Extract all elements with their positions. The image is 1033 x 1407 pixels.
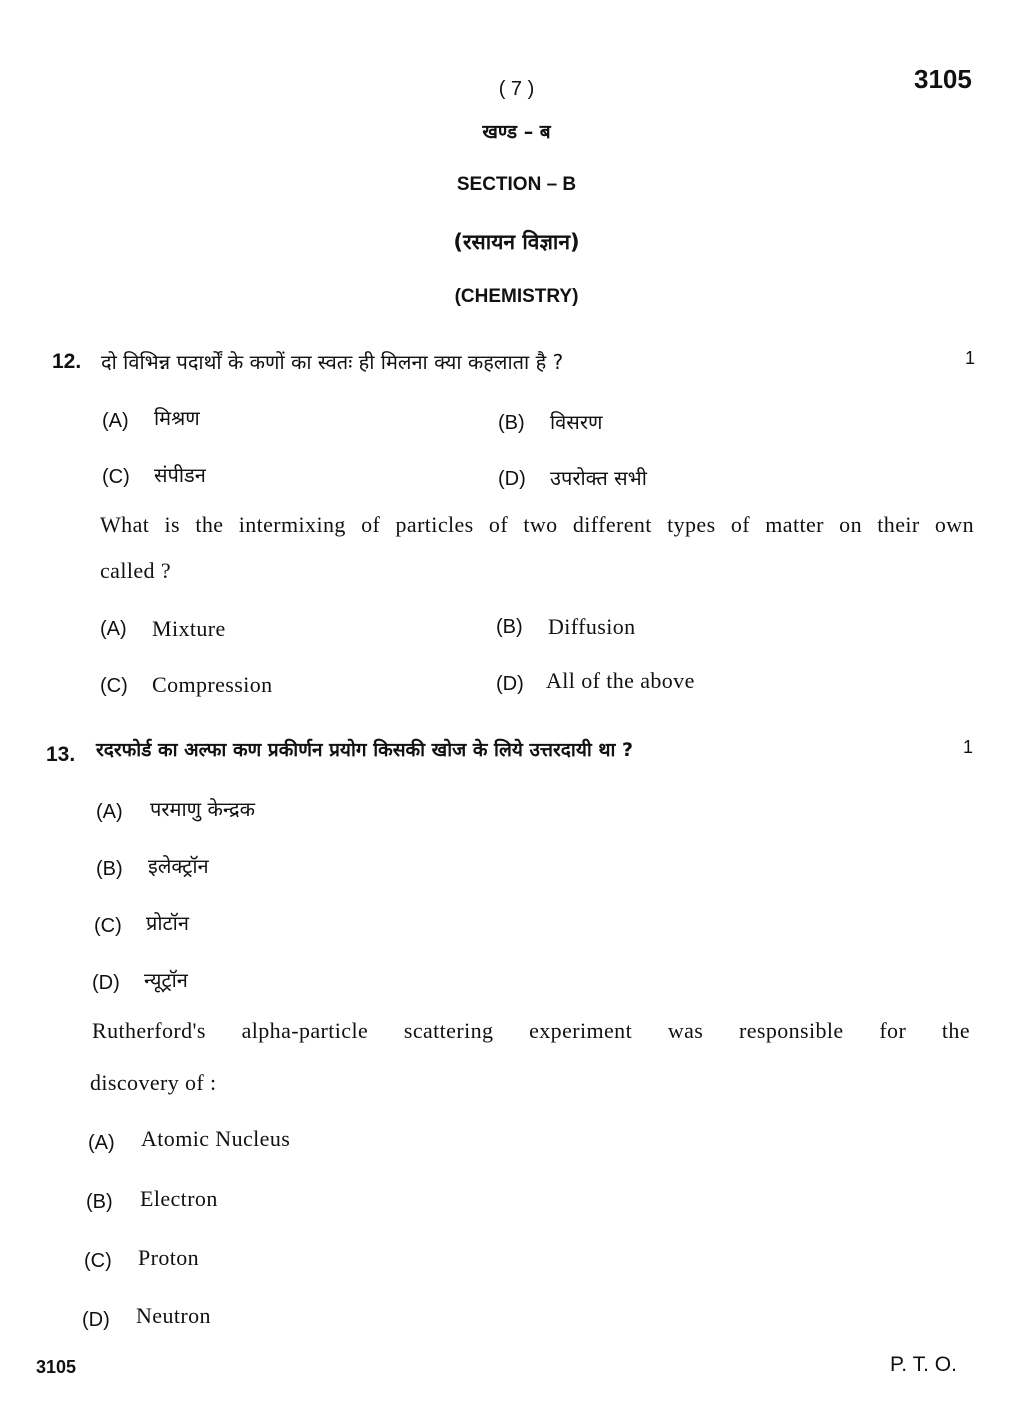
subject-title-english: (CHEMISTRY)	[454, 286, 579, 307]
option-label: (D)	[498, 468, 526, 490]
option-label: (B)	[496, 616, 523, 638]
subject-title-hindi: (रसायन विज्ञान)	[453, 230, 580, 254]
option-text-hindi: विसरण	[550, 410, 603, 434]
option-text-english: Diffusion	[548, 614, 636, 639]
option-label: (A)	[88, 1132, 115, 1154]
option-text-hindi: प्रोटॉन	[146, 911, 189, 935]
option-label: (C)	[100, 675, 128, 697]
option-label: (A)	[102, 410, 129, 432]
question-marks: 1	[965, 348, 976, 368]
option-label: (D)	[82, 1309, 110, 1331]
footer-pto: P. T. O.	[890, 1353, 957, 1376]
option-label: (C)	[102, 466, 130, 488]
question-text-english-cont: called ?	[100, 558, 171, 583]
option-label: (C)	[94, 915, 122, 937]
question-text-english: What is the intermixing of particles of two different types of matter on their own	[100, 512, 974, 537]
question-number: 13.	[46, 743, 76, 766]
option-label: (B)	[96, 858, 123, 880]
option-text-english: Atomic Nucleus	[141, 1126, 291, 1151]
option-label: (D)	[496, 673, 524, 695]
option-text-hindi: परमाणु केन्द्रक	[150, 797, 256, 821]
option-text-english: Mixture	[152, 616, 226, 641]
option-text-hindi: उपरोक्त सभी	[550, 466, 647, 490]
question-text-hindi: दो विभिन्न पदार्थों के कणों का स्वतः ही मिलना क्या कहलाता है ?	[101, 350, 564, 374]
paper-code: 3105	[914, 64, 972, 94]
option-text-hindi: इलेक्ट्रॉन	[148, 854, 209, 878]
option-text-english: Electron	[140, 1186, 218, 1211]
option-text-hindi: न्यूट्रॉन	[144, 968, 188, 992]
question-text-english: Rutherford's alpha-particle scattering experiment was responsible for the	[92, 1018, 970, 1043]
option-label: (D)	[92, 972, 120, 994]
option-label: (A)	[100, 618, 127, 640]
option-text-hindi: संपीडन	[154, 463, 206, 487]
option-text-english: All of the above	[546, 668, 695, 693]
section-title-hindi: खण्ड – ब	[482, 121, 551, 143]
option-text-english: Proton	[138, 1245, 200, 1270]
footer-code: 3105	[36, 1357, 77, 1377]
question-number: 12.	[52, 350, 82, 373]
question-text-hindi: रदरफोर्ड का अल्फा कण प्रकीर्णन प्रयोग किसकी खोज के लिये उत्तरदायी था ?	[96, 739, 634, 761]
question-text-english-cont: discovery of :	[90, 1070, 217, 1095]
option-text-hindi: मिश्रण	[154, 406, 200, 430]
option-label: (A)	[96, 801, 123, 823]
option-text-english: Compression	[152, 672, 273, 697]
option-text-english: Neutron	[136, 1303, 211, 1328]
question-marks: 1	[963, 737, 974, 757]
page-number: ( 7 )	[498, 78, 535, 100]
option-label: (B)	[498, 412, 525, 434]
option-label: (B)	[86, 1191, 113, 1213]
option-label: (C)	[84, 1250, 112, 1272]
section-title-english: SECTION – B	[456, 174, 577, 195]
